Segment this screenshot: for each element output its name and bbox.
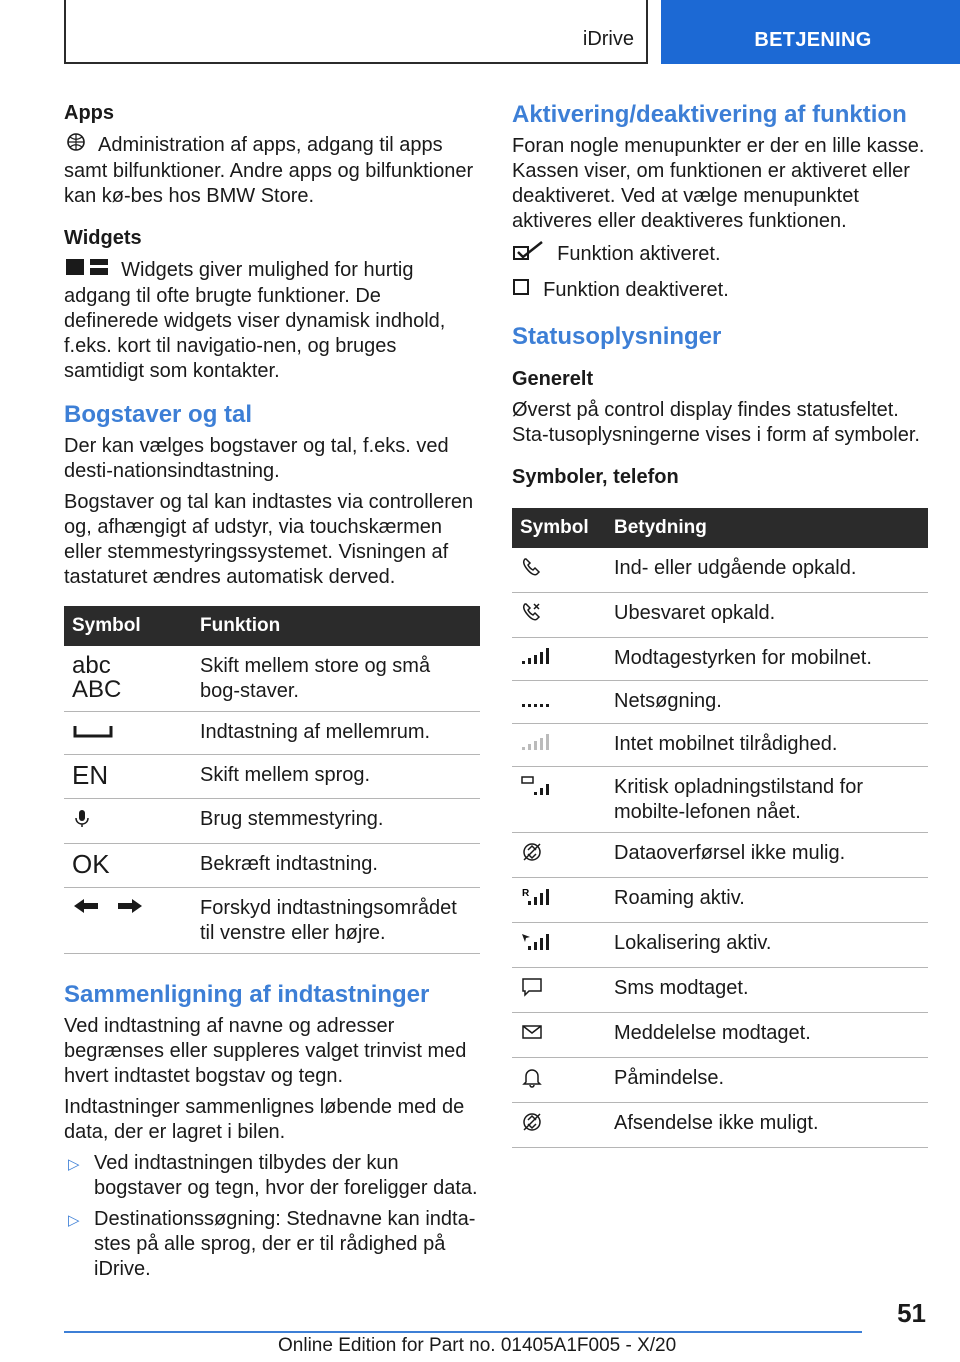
letters-table <box>64 606 480 954</box>
row-text: Brug stemmestyring. <box>192 799 480 844</box>
table-row: Intet mobilnet tilrådighed. <box>512 724 928 767</box>
compare-bullets <box>64 1151 480 1282</box>
table-row <box>64 799 480 844</box>
row-text: Bekræft indtastning. <box>192 844 480 888</box>
table-row: Modtagestyrken for mobilnet. <box>512 638 928 681</box>
widgets-text: Widgets giver mulighed for hurtig adgang til ofte brugte funktioner. De definerede widgets viser dynamisk indhold, f.eks. kort til navigatio-nen, og bruges samtidigt som kontakter. <box>64 258 446 382</box>
localization-icon <box>512 923 606 968</box>
col-symbol: Symbol <box>512 508 606 548</box>
page-number: 51 <box>897 1298 926 1328</box>
table-row: Ind- eller udgående opkald. <box>512 548 928 593</box>
table-row: Sms modtaget. <box>512 968 928 1013</box>
svg-text:R: R <box>522 888 530 899</box>
chapter-title: BETJENING <box>754 29 872 51</box>
roaming-icon <box>512 878 606 923</box>
list-item: ▷ Ved indtastningen tilbydes der kun bogstaver og tegn, hvor der foreligger data. <box>68 1152 478 1199</box>
ok-icon: OK <box>64 844 192 888</box>
table-row: Kritisk opladningstilstand for mobilte-lefonen nået. <box>512 767 928 833</box>
list-item: ▷ Destinationssøgning: Stednavne kan indta-stes på alle sprog, der er til rådighed på iDrive. <box>68 1208 476 1280</box>
checkbox-checked-icon <box>512 240 546 269</box>
bell-icon <box>512 1058 606 1103</box>
header-frame <box>64 0 648 64</box>
col-meaning: Betydning <box>606 508 928 548</box>
no-network-icon <box>512 724 606 767</box>
status-heading: Statusoplysninger <box>512 323 722 350</box>
apps-icon <box>64 132 88 159</box>
table-row: R Roaming aktiv. <box>512 878 928 923</box>
table-row <box>64 712 480 755</box>
row-text: Indtastning af mellemrum. <box>192 712 480 755</box>
right-column <box>512 100 928 1148</box>
table-row: Dataoverførsel ikke mulig. <box>512 833 928 878</box>
battery-critical-icon <box>512 767 606 833</box>
arrows-left-right-icon <box>64 888 192 954</box>
table-row: Ubesvaret opkald. <box>512 593 928 638</box>
space-bar-icon <box>64 712 192 755</box>
table-row <box>64 755 480 799</box>
table-row: Påmindelse. <box>512 1058 928 1103</box>
table-row <box>64 646 480 712</box>
activation-heading: Aktivering/deaktivering af funktion <box>512 101 907 128</box>
chapter-tab[interactable] <box>661 0 960 64</box>
signal-strength-icon <box>512 638 606 681</box>
phone-call-icon <box>512 548 606 593</box>
apps-title: Apps <box>64 102 114 124</box>
letters-heading: Bogstaver og tal <box>64 401 253 428</box>
phone-symbols-table <box>512 508 928 1148</box>
deactivated-line: Funktion deaktiveret. <box>512 277 928 304</box>
table-row: Netsøgning. <box>512 681 928 724</box>
table-row <box>64 844 480 888</box>
compare-p2: Indtastninger sammenlignes løbende med de data, der er lagret i bilen. <box>64 1096 465 1143</box>
row-text: Forskyd indtastningsområdet til venstre eller højre. <box>192 888 480 954</box>
table-row: Meddelelse modtaget. <box>512 1013 928 1058</box>
triangle-bullet-icon: ▷ <box>68 1156 80 1173</box>
widgets-paragraph <box>64 257 480 384</box>
compare-heading: Sammenligning af indtastninger <box>64 981 430 1008</box>
phone-symbols-title: Symboler, telefon <box>512 466 679 488</box>
language-EN-icon: EN <box>64 755 192 799</box>
microphone-icon <box>64 799 192 844</box>
compare-p1: Ved indtastning af navne og adresser begrænses eller suppleres valget trinvist med hvert indtastet bogstav og tegn. <box>64 1015 467 1087</box>
footer-divider <box>64 1331 862 1333</box>
send-failed-icon <box>512 1103 606 1148</box>
col-symbol: Symbol <box>64 606 192 646</box>
sms-icon <box>512 968 606 1013</box>
triangle-bullet-icon: ▷ <box>68 1212 80 1229</box>
missed-call-icon <box>512 593 606 638</box>
widgets-icon <box>64 257 110 284</box>
general-text: Øverst på control display findes statusfeltet. Sta-tusoplysningerne vises i form af symboler. <box>512 399 920 446</box>
footer-edition: Online Edition for Part no. 01405A1F005 - X/20 <box>278 1335 677 1356</box>
activation-text: Foran nogle menupunkter er der en lille kasse. Kassen viser, om funktionen er aktiveret eller deaktiveret. Ved at vælge menupunktet aktiveres eller deaktiveres funktionen. <box>512 135 925 232</box>
letters-p1: Der kan vælges bogstaver og tal, f.eks. ved desti-nationsindtastning. <box>64 435 449 482</box>
col-function: Funktion <box>192 606 480 646</box>
letters-p2: Bogstaver og tal kan indtastes via controlleren og, afhængigt af udstyr, via touchskærmen eller stemmestyringssystemet. Visningen af tastaturet ændres automatisk derved. <box>64 491 474 588</box>
apps-paragraph <box>64 132 480 209</box>
row-text: Skift mellem store og små bog-staver. <box>192 646 480 712</box>
mail-icon <box>512 1013 606 1058</box>
row-text: Skift mellem sprog. <box>192 755 480 799</box>
table-row: Afsendelse ikke muligt. <box>512 1103 928 1148</box>
network-search-icon <box>512 681 606 724</box>
checkbox-empty-icon <box>512 277 532 304</box>
table-row <box>64 888 480 954</box>
section-title: iDrive <box>582 28 634 50</box>
widgets-title: Widgets <box>64 227 142 249</box>
activated-line: Funktion aktiveret. <box>512 240 928 269</box>
no-data-icon <box>512 833 606 878</box>
left-column <box>64 100 480 1288</box>
apps-text: Administration af apps, adgang til apps samt bilfunktioner. Andre apps og bilfunktioner kan kø-bes hos BMW Store. <box>64 133 474 207</box>
table-row: Lokalisering aktiv. <box>512 923 928 968</box>
abc-ABC-icon: abc ABC <box>64 646 192 712</box>
general-title: Generelt <box>512 368 594 390</box>
